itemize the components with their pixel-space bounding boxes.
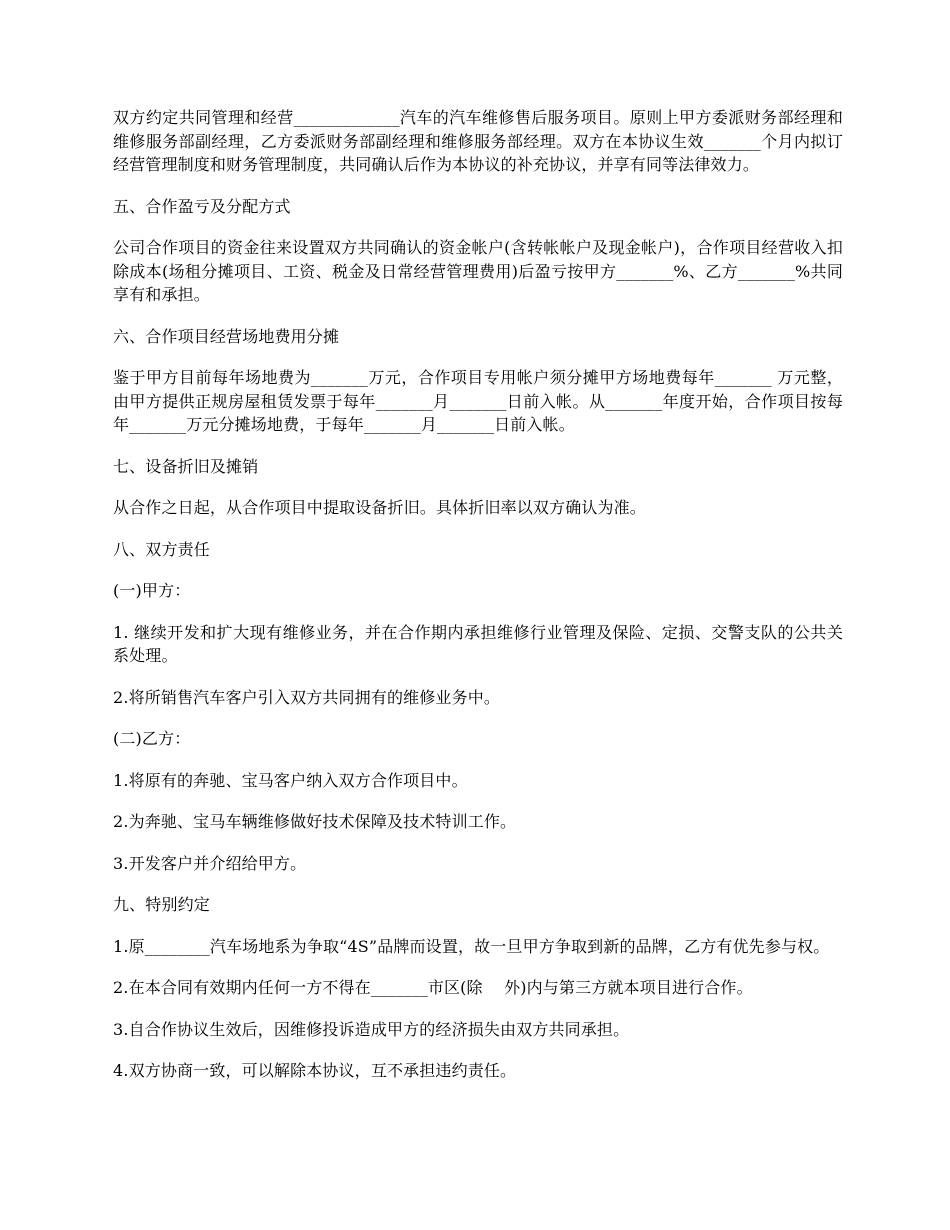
- paragraph-site-fees: 鉴于甲方目前每年场地费为_______万元，合作项目专用帐户须分摊甲方场地费每年_______ 万元整，由甲方提供正规房屋租赁发票于每年_______月_______日前入帐。从_______年度开始，合作项目按每年_______万元分摊场地费，于每年_______月_______日前入帐。: [113, 368, 843, 434]
- section-heading-site-fees: 六、合作项目经营场地费用分摊: [113, 326, 340, 346]
- party-b-item-3: 3.开发客户并介绍给甲方。: [113, 853, 307, 873]
- section-heading-profit-sharing: 五、合作盈亏及分配方式: [113, 196, 291, 216]
- special-term-4: 4.双方协商一致，可以解除本协议，互不承担违约责任。: [113, 1061, 517, 1080]
- paragraph-management: 双方约定共同管理和经营_____________汽车的汽车维修售后服务项目。原则上甲方委派财务部经理和维修服务部副经理，乙方委派财务部副经理和维修服务部经理。双方在本协议生效_______个月内拟订经营管理制度和财务管理制度，共同确认后作为本协议的补充协议，并享有同等法律效力。: [113, 108, 843, 174]
- paragraph-depreciation: 从合作之日起，从合作项目中提取设备折旧。具体折旧率以双方确认为准。: [113, 498, 646, 517]
- paragraph-profit-sharing: 公司合作项目的资金往来设置双方共同确认的资金帐户(含转帐帐户及现金帐户)，合作项目经营收入扣除成本(场租分摊项目、工资、税金及日常经营管理费用)后盈亏按甲方_______%、乙方_______%共同享有和承担。: [113, 238, 843, 304]
- subheading-party-a: (一)甲方：: [113, 581, 191, 600]
- party-a-item-1: 1. 继续开发和扩大现有维修业务，并在合作期内承担维修行业管理及保险、定损、交警支队的公共关系处理。: [113, 622, 843, 665]
- section-heading-responsibilities: 八、双方责任: [113, 539, 210, 559]
- special-term-2: 2.在本合同有效期内任何一方不得在_______市区(除 外)内与第三方就本项目进行合作。: [113, 978, 753, 997]
- section-heading-depreciation: 七、设备折旧及摊销: [113, 456, 259, 476]
- subheading-party-b: (二)乙方：: [113, 729, 191, 748]
- party-a-item-2: 2.将所销售汽车客户引入双方共同拥有的维修业务中。: [113, 687, 501, 707]
- party-b-item-2: 2.为奔驰、宝马车辆维修做好技术保障及技术特训工作。: [113, 812, 517, 831]
- special-term-1: 1.原________汽车场地系为争取“4S”品牌而设置，故一旦甲方争取到新的品牌，乙方有优先参与权。: [113, 936, 830, 956]
- party-b-item-1: 1.将原有的奔驰、宝马客户纳入双方合作项目中。: [113, 770, 468, 790]
- document-page: [113, 106, 843, 1083]
- section-heading-special-terms: 九、特别约定: [113, 895, 210, 914]
- special-term-3: 3.自合作协议生效后，因维修投诉造成甲方的经济损失由双方共同承担。: [113, 1019, 630, 1039]
